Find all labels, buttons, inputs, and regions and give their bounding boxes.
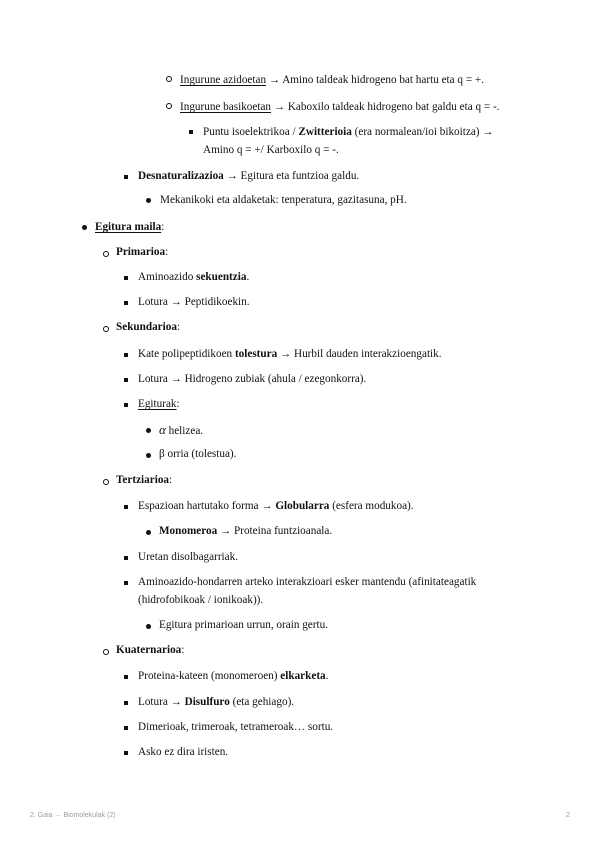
item-proteina-kateen: Proteina-kateen (monomeroen) elkarketa.	[138, 670, 329, 682]
heading-tertziarioa: Tertziarioa:	[116, 474, 173, 486]
bullet-square-icon	[124, 751, 128, 755]
bullet-square-icon	[124, 556, 128, 560]
bullet-square-icon	[124, 505, 128, 509]
item-monomeroa: Monomeroa → Proteina funtzioanala.	[159, 525, 333, 537]
bullet-square-icon	[124, 581, 128, 585]
item-dimerioak: Dimerioak, trimeroak, tetrameroak… sortu.	[138, 721, 334, 733]
heading-primarioa: Primarioa:	[116, 246, 169, 258]
item-alfa-helizea: α helizea.	[159, 422, 204, 437]
bullet-square-icon	[189, 130, 193, 134]
item-egiturak: Egiturak:	[138, 398, 180, 410]
bullet-square-icon	[124, 301, 128, 305]
item-aminoazido-hondarren-cont: (hidrofobikoak / ionikoak)).	[138, 594, 264, 606]
bullet-circle-icon	[103, 251, 109, 257]
item-aminoazido-hondarren: Aminoazido-hondarren arteko interakzioari esker mantendu (afinitateagatik	[138, 576, 477, 588]
bullet-square-icon	[124, 726, 128, 730]
bullet-square-icon	[124, 378, 128, 382]
item-aminoazido-sekuentzia: Aminoazido sekuentzia.	[138, 271, 250, 283]
bullet-disc-icon	[146, 530, 151, 535]
bullet-disc-icon	[146, 198, 151, 203]
item-desnaturalizazioa: Desnaturalizazioa → Egitura eta funtzioa galdu.	[138, 170, 360, 182]
bullet-circle-icon	[103, 326, 109, 332]
bullet-square-icon	[124, 403, 128, 407]
item-uretan-disolbagarriak: Uretan disolbagarriak.	[138, 551, 239, 563]
heading-egitura-maila: Egitura maila:	[95, 221, 165, 233]
item-puntu-isoelektrikoa-cont: Amino q = +/ Karboxilo q = -.	[203, 144, 339, 156]
item-lotura-hidrogeno: Lotura → Hidrogeno zubiak (ahula / ezegonkorra).	[138, 373, 367, 385]
bullet-square-icon	[124, 353, 128, 357]
bullet-disc-icon	[82, 225, 87, 230]
heading-sekundarioa: Sekundarioa:	[116, 321, 181, 333]
item-lotura-peptidikoekin: Lotura → Peptidikoekin.	[138, 296, 250, 308]
bullet-disc-icon	[146, 624, 151, 629]
item-ingurune-azidoetan: Ingurune azidoetan → Amino taldeak hidrogeno bat hartu eta q = +.	[180, 74, 485, 86]
page-number: 2	[566, 812, 570, 819]
item-lotura-disulfuro: Lotura → Disulfuro (eta gehiago).	[138, 696, 295, 708]
bullet-circle-icon	[103, 649, 109, 655]
item-egitura-primarioan: Egitura primarioan urrun, orain gertu.	[159, 619, 328, 631]
bullet-square-icon	[124, 175, 128, 179]
item-espazioan-hartutako-forma: Espazioan hartutako forma → Globularra (esfera modukoa).	[138, 500, 414, 512]
item-puntu-isoelektrikoa: Puntu isoelektrikoa / Zwitterioia (era normalean/ioi bikoitza) →	[203, 126, 494, 138]
item-ingurune-basikoetan: Ingurune basikoetan → Kaboxilo taldeak hidrogeno bat galdu eta q = -.	[180, 101, 500, 113]
item-beta-orria: β orria (tolestua).	[159, 448, 237, 460]
bullet-circle-icon	[166, 76, 172, 82]
item-asko-ez-dira: Asko ez dira iristen.	[138, 746, 229, 758]
bullet-square-icon	[124, 276, 128, 280]
bullet-disc-icon	[146, 428, 151, 433]
bullet-disc-icon	[146, 453, 151, 458]
footer-breadcrumb: 2. Gaia → Biomolekulak (2)	[30, 812, 116, 819]
item-mekanikoki: Mekanikoki eta aldaketak: tenperatura, gazitasuna, pH.	[160, 194, 407, 206]
item-kate-polipeptidikoen: Kate polipeptidikoen tolestura → Hurbil dauden interakzioengatik.	[138, 348, 442, 360]
bullet-square-icon	[124, 701, 128, 705]
bullet-square-icon	[124, 675, 128, 679]
heading-kuaternarioa: Kuaternarioa:	[116, 644, 185, 656]
bullet-circle-icon	[103, 479, 109, 485]
bullet-circle-icon	[166, 103, 172, 109]
